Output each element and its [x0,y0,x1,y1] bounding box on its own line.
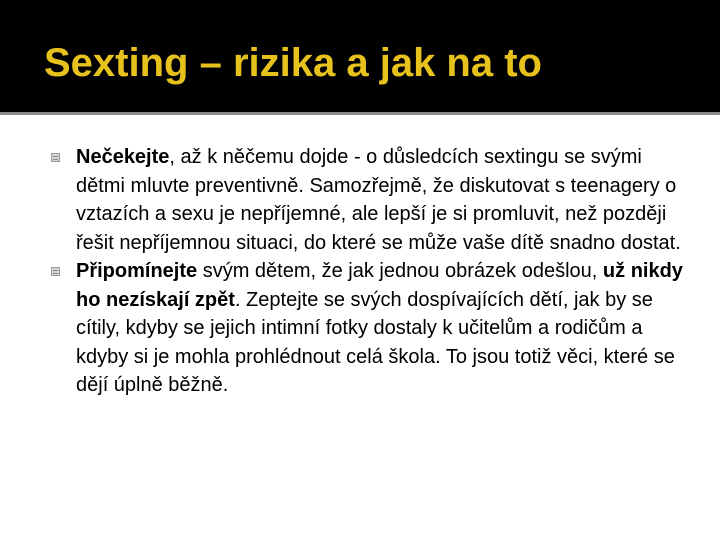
bullet-list [0,143,720,400]
square-bullet-icon [51,267,60,276]
bullet-2-lead: Připomínejte [76,260,198,282]
bullet-item-1 [0,143,686,257]
slide-title: Sexting – rizika a jak na to [44,41,542,85]
bullet-item-2 [0,257,686,400]
bullet-1-text: , až k něčemu dojde - o důsledcích sextingu se svými dětmi mluvte preventivně. Samozřejmě, že diskutovat s teenagery o vztazích a sexu je nepříjemné, ale lepší je si promluvit, než později řešit nepříjemnou situaci, do které se může vaše dítě snadno dostat. [76,146,681,254]
title-divider [0,112,720,115]
bullet-2-text-before: svým dětem, že jak jednou obrázek odešlou, [197,260,603,282]
title-bar [0,0,720,112]
bullet-2-text-after: . Zeptejte se svých dospívajících dětí, jak by se cítily, kdyby se jejich intimní fotky dostaly k učitelům a rodičům a kdyby si je mohla prohlédnout celá škola. To jsou totiž věci, které se dějí úplně běžně. [76,288,675,396]
bullet-1-lead: Nečekejte [76,146,170,168]
square-bullet-icon [51,153,60,162]
bullet-2-emphasis: už nikdy ho nezískají zpět [76,260,683,311]
